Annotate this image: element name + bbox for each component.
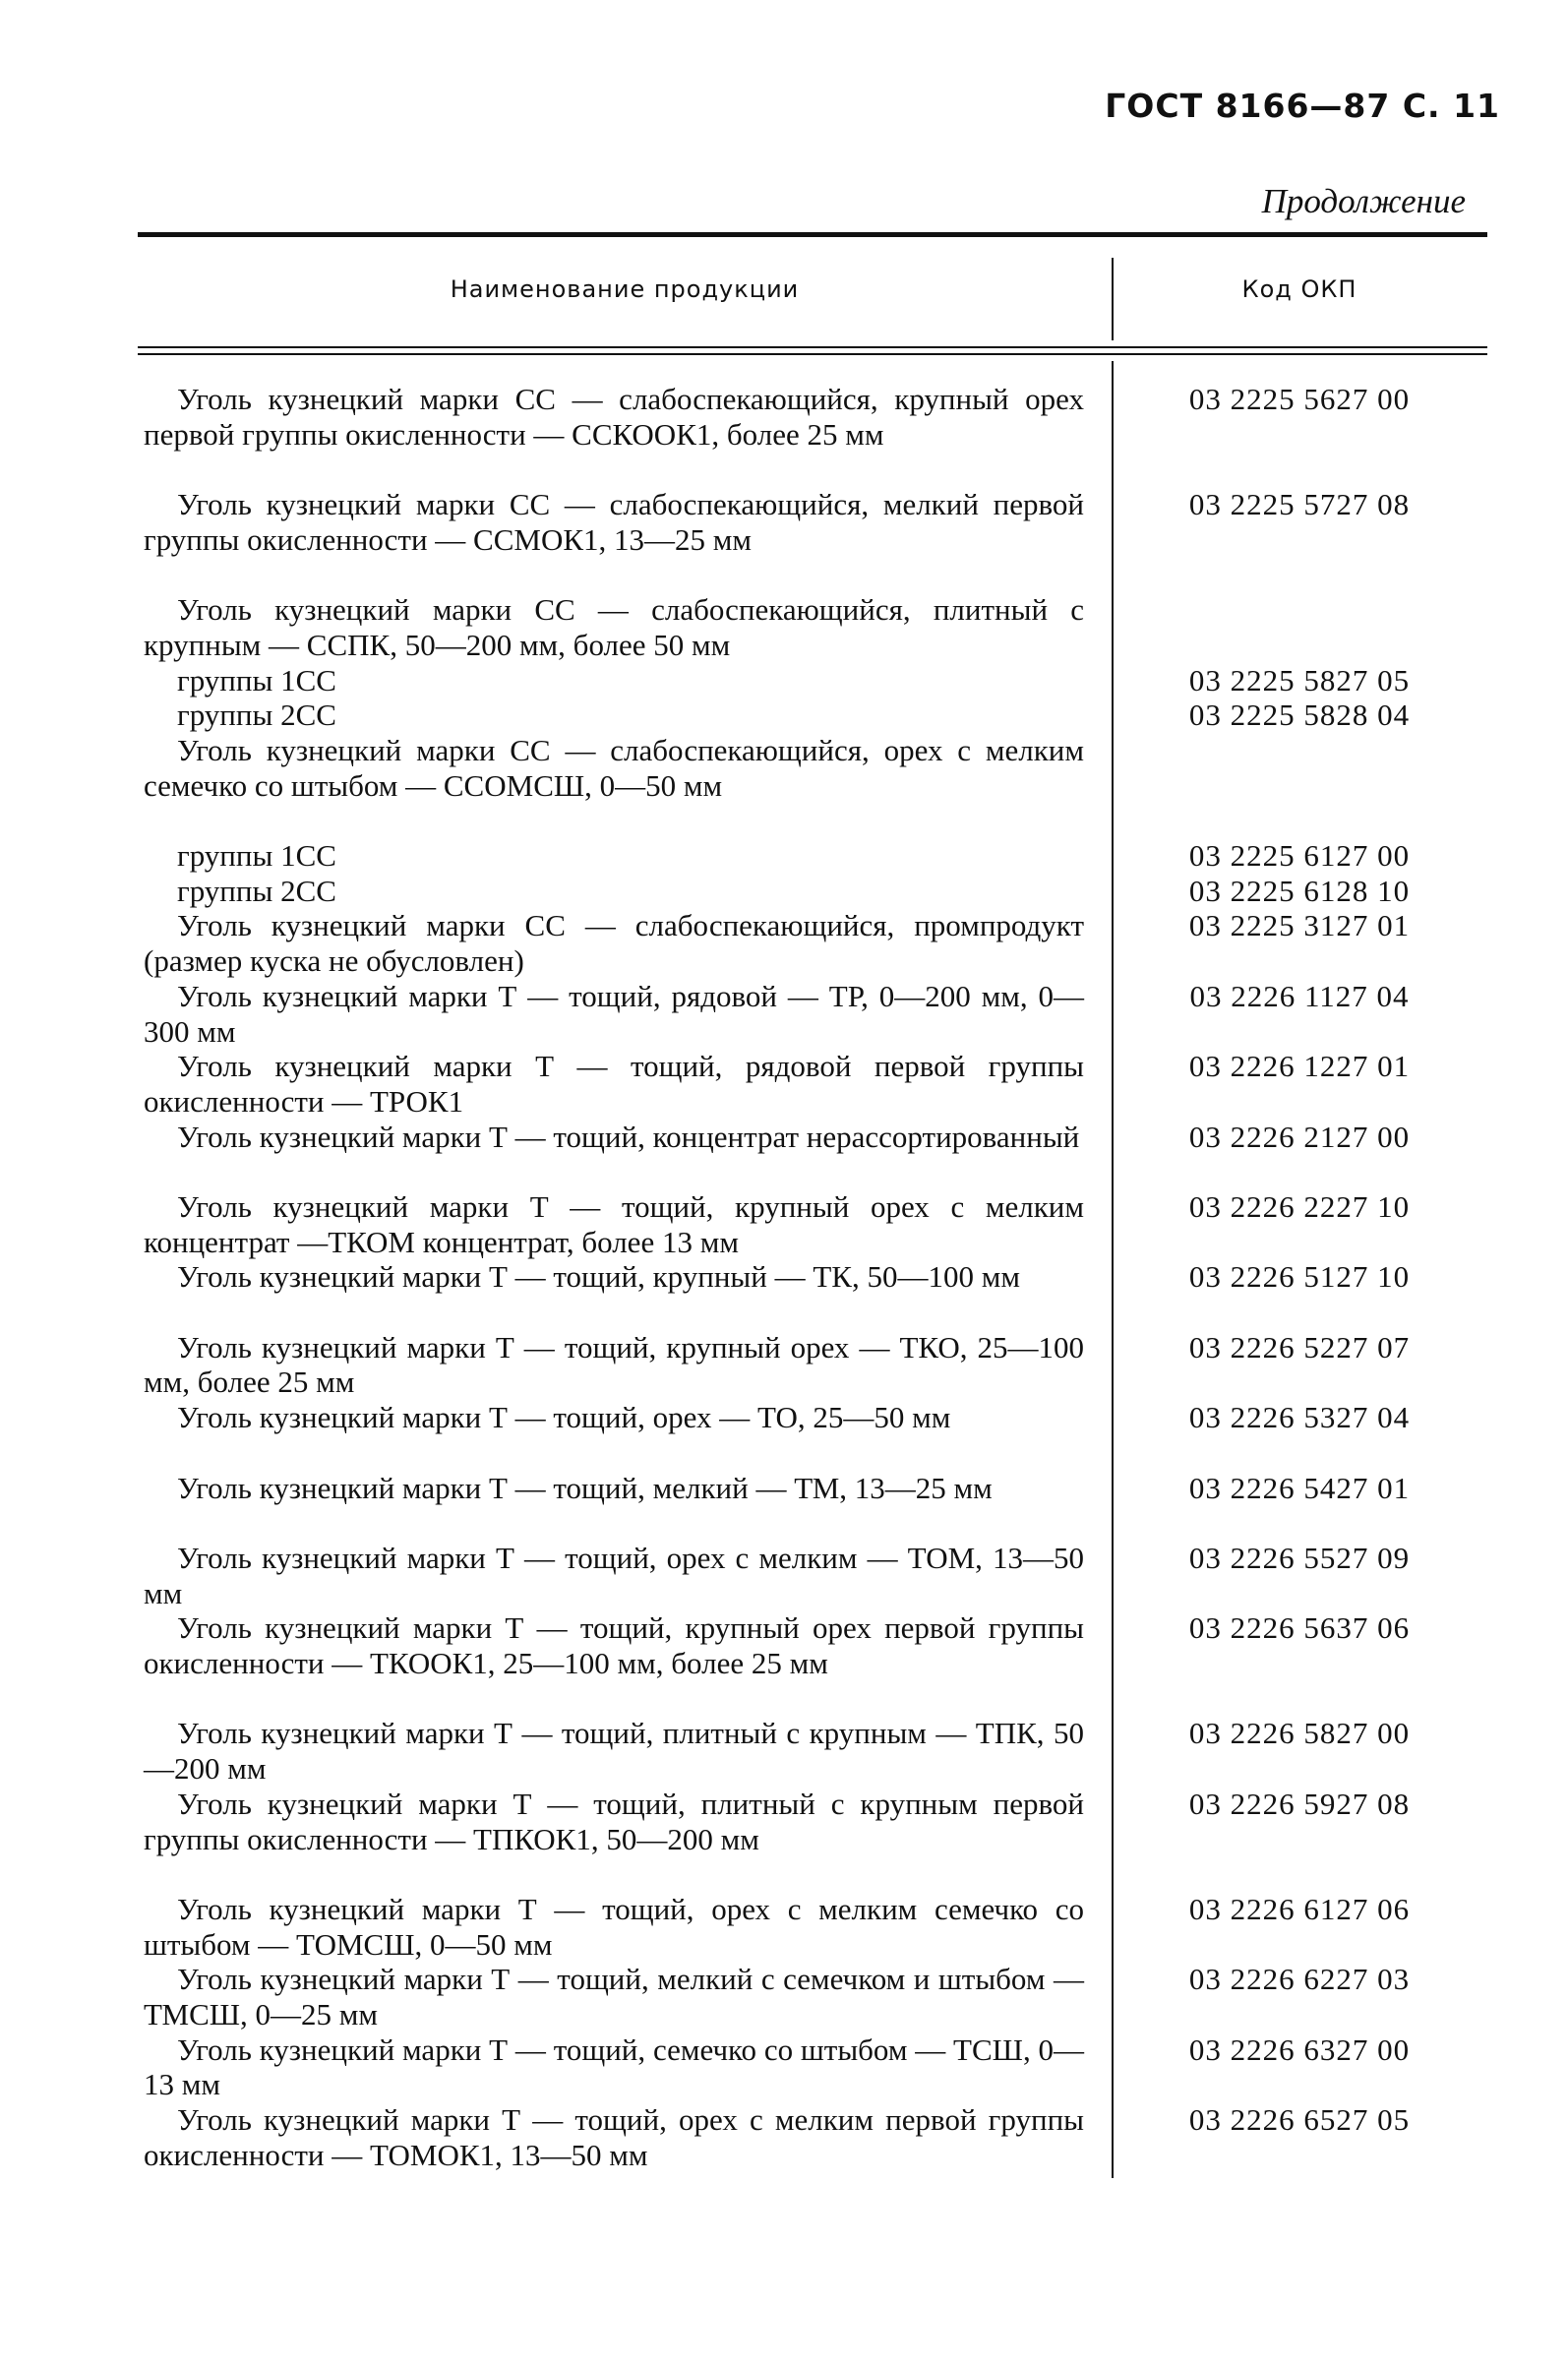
product-name-cell: Уголь кузнецкий марки Т — тощий, орех с мелким первой группы окисленности — ТОМОК1, 13—50 мм (144, 2102, 1084, 2172)
okp-code-cell: 03 2226 5327 04 (1188, 1400, 1411, 1435)
product-name-cell: Уголь кузнецкий марки Т — тощий, мелкий с семечком и штыбом — ТМСШ, 0—25 мм (144, 1962, 1084, 2031)
okp-code-cell: 03 2226 1127 04 (1189, 978, 1410, 1013)
table-row (0, 979, 1568, 1049)
table-row (0, 1892, 1568, 1962)
table-row (0, 1259, 1568, 1329)
product-name-cell: Уголь кузнецкий марки Т — тощий, рядовой первой группы окисленности — ТРОК1 (144, 1049, 1084, 1119)
okp-code-cell: 03 2226 5637 06 (1188, 1610, 1411, 1646)
okp-code-cell: 03 2226 6127 06 (1188, 1891, 1411, 1926)
product-name-cell: Уголь кузнецкий марки СС — слабоспекающийся, орех с мелким семечко со штыбом — ССОМСШ, 0—50 мм (144, 732, 1084, 803)
continuation-label: Продолжение (1261, 182, 1466, 220)
okp-code-cell: 03 2226 2227 10 (1188, 1188, 1411, 1224)
header-bottom-rule (138, 346, 1487, 348)
table-row (0, 1330, 1568, 1400)
product-name-cell: Уголь кузнецкий марки Т — тощий, плитный с крупным — ТПК, 50—200 мм (144, 1716, 1084, 1787)
product-name-cell: Уголь кузнецкий марки Т — тощий, крупный орех с мелким концентрат —ТКОМ концентрат, более 13 мм (144, 1188, 1084, 1259)
table-row (0, 1787, 1568, 1892)
okp-code-cell: 03 2226 1227 01 (1188, 1049, 1411, 1084)
okp-code-cell: 03 2225 6128 10 (1188, 873, 1411, 908)
okp-code-cell: 03 2225 6127 00 (1188, 838, 1411, 874)
table-row (0, 908, 1568, 978)
table-row (0, 697, 1568, 733)
product-name-cell: Уголь кузнецкий марки Т — тощий, плитный с крупным первой группы окисленности — ТПКОК1, 50—200 мм (144, 1786, 1084, 1856)
header-bottom-rule-double (138, 353, 1487, 355)
product-name-cell: Уголь кузнецкий марки СС — слабоспекающийся, крупный орех первой группы окисленности — ССКООК1, более 25 мм (144, 382, 1084, 452)
product-name-cell: группы 1СС (177, 662, 336, 697)
product-name-cell: Уголь кузнецкий марки Т — тощий, семечко со штыбом — ТСШ, 0—13 мм (144, 2031, 1084, 2102)
okp-code-cell: 03 2225 5827 05 (1188, 662, 1411, 697)
product-name-cell: Уголь кузнецкий марки Т — тощий, рядовой — ТР, 0—200 мм, 0—300 мм (144, 978, 1084, 1049)
product-name-cell: Уголь кузнецкий марки СС — слабоспекающийся, мелкий первой группы окисленности — ССМОК1, 13—25 мм (144, 487, 1084, 557)
table-row (0, 382, 1568, 487)
okp-code-cell: 03 2225 5828 04 (1188, 697, 1411, 733)
table-row (0, 2032, 1568, 2102)
table-body (0, 382, 1568, 2172)
column-header-name: Наименование продукции (450, 275, 800, 303)
okp-code-cell: 03 2226 6327 00 (1188, 2031, 1411, 2067)
okp-code-cell: 03 2226 6527 05 (1188, 2102, 1411, 2138)
okp-code-cell: 03 2226 6227 03 (1188, 1962, 1411, 1997)
product-name-cell: Уголь кузнецкий марки Т — тощий, орех с мелким — ТОМ, 13—50 мм (144, 1540, 1084, 1610)
okp-code-cell: 03 2225 3127 01 (1188, 908, 1411, 943)
table-row (0, 1189, 1568, 1259)
table-row (0, 663, 1568, 698)
product-name-cell: Уголь кузнецкий марки Т — тощий, мелкий — ТМ, 13—25 мм (177, 1470, 993, 1505)
okp-code-cell: 03 2226 5827 00 (1188, 1716, 1411, 1751)
table-row (0, 487, 1568, 592)
header-column-divider (1112, 258, 1114, 340)
table-row (0, 1049, 1568, 1119)
table-row (0, 1541, 1568, 1610)
okp-code-cell: 03 2226 5527 09 (1188, 1540, 1411, 1575)
okp-code-cell: 03 2226 5427 01 (1188, 1470, 1411, 1505)
product-name-cell: Уголь кузнецкий марки СС — слабоспекающийся, плитный с крупным — ССПК, 50—200 мм, более 50 мм (144, 592, 1084, 662)
okp-code-cell: 03 2226 5227 07 (1188, 1329, 1411, 1364)
table-top-rule (138, 232, 1487, 237)
column-header-code: Код ОКП (1241, 275, 1357, 303)
product-name-cell: группы 1СС (177, 838, 336, 874)
product-name-cell: группы 2СС (177, 873, 336, 908)
table-row (0, 1120, 1568, 1189)
table-row (0, 1400, 1568, 1470)
table-row (0, 874, 1568, 909)
product-name-cell: Уголь кузнецкий марки Т — тощий, орех с мелким семечко со штыбом — ТОМСШ, 0—50 мм (144, 1891, 1084, 1962)
okp-code-cell: 03 2225 5627 00 (1188, 382, 1411, 416)
table-row (0, 838, 1568, 874)
product-name-cell: группы 2СС (177, 697, 336, 733)
product-name-cell: Уголь кузнецкий марки Т — тощий, концентрат нерассортированный (177, 1119, 1080, 1154)
okp-code-cell: 03 2226 5127 10 (1188, 1259, 1411, 1295)
product-name-cell: Уголь кузнецкий марки Т — тощий, крупный орех — ТКО, 25—100 мм, более 25 мм (144, 1329, 1084, 1400)
table-row (0, 1962, 1568, 2031)
okp-code-cell: 03 2226 2127 00 (1188, 1119, 1411, 1154)
table-row (0, 733, 1568, 838)
product-name-cell: Уголь кузнецкий марки Т — тощий, орех — ТО, 25—50 мм (177, 1400, 951, 1435)
table-row (0, 1610, 1568, 1716)
okp-code-cell: 03 2225 5727 08 (1188, 487, 1411, 522)
okp-code-cell: 03 2226 5927 08 (1188, 1786, 1411, 1821)
product-name-cell: Уголь кузнецкий марки Т — тощий, крупный — ТК, 50—100 мм (177, 1259, 1020, 1295)
page-header: ГОСТ 8166—87 С. 11 (1105, 87, 1500, 125)
table-row (0, 1716, 1568, 1786)
table-row (0, 592, 1568, 662)
table-row (0, 1471, 1568, 1541)
table-row (0, 2102, 1568, 2172)
product-name-cell: Уголь кузнецкий марки Т — тощий, крупный орех первой группы окисленности — ТКООК1, 25—100 мм, более 25 мм (144, 1610, 1084, 1681)
product-name-cell: Уголь кузнецкий марки СС — слабоспекающийся, промпродукт (размер куска не обусловлен) (144, 908, 1084, 979)
